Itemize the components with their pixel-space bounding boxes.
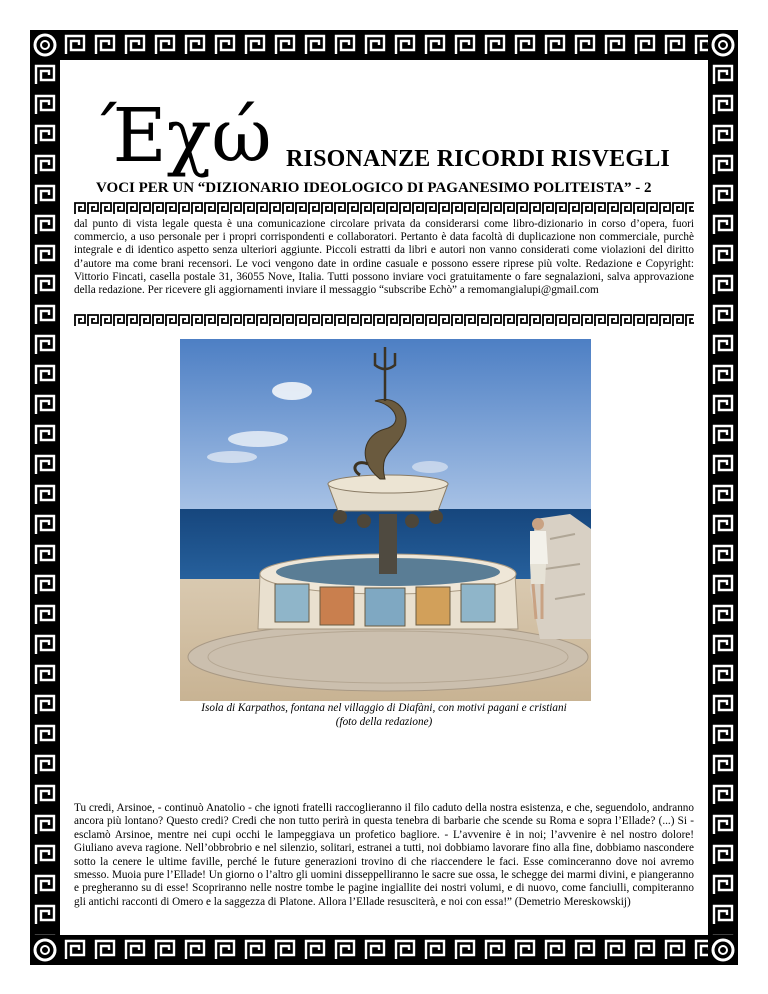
greek-key-icon bbox=[32, 122, 58, 148]
greek-key-icon bbox=[710, 62, 736, 88]
greek-key-icon bbox=[32, 242, 58, 268]
greek-key-icon bbox=[362, 937, 388, 963]
greek-key-icon bbox=[710, 452, 736, 478]
greek-key-icon bbox=[152, 32, 178, 58]
corner-ornament-icon bbox=[30, 935, 60, 965]
greek-key-icon bbox=[32, 572, 58, 598]
greek-key-icon bbox=[710, 182, 736, 208]
greek-key-icon bbox=[152, 937, 178, 963]
greek-key-icon bbox=[710, 812, 736, 838]
greek-key-border-left bbox=[30, 30, 60, 965]
greek-key-icon bbox=[32, 212, 58, 238]
greek-key-icon bbox=[392, 937, 418, 963]
greek-key-icon bbox=[572, 937, 598, 963]
greek-key-icon bbox=[710, 122, 736, 148]
greek-key-icon bbox=[710, 242, 736, 268]
greek-key-icon bbox=[710, 542, 736, 568]
greek-key-icon bbox=[710, 632, 736, 658]
greek-key-icon bbox=[710, 722, 736, 748]
greek-key-icon bbox=[710, 662, 736, 688]
greek-key-icon bbox=[32, 452, 58, 478]
greek-key-icon bbox=[32, 842, 58, 868]
greek-key-icon bbox=[512, 937, 538, 963]
greek-key-icon bbox=[662, 32, 688, 58]
greek-key-icon bbox=[632, 32, 658, 58]
greek-key-icon bbox=[32, 632, 58, 658]
greek-key-icon bbox=[710, 212, 736, 238]
greek-key-icon bbox=[302, 937, 328, 963]
greek-key-icon bbox=[452, 32, 478, 58]
greek-key-icon bbox=[662, 937, 688, 963]
greek-key-icon bbox=[632, 937, 658, 963]
greek-key-icon bbox=[32, 422, 58, 448]
greek-key-border-bottom bbox=[30, 935, 738, 965]
greek-key-icon bbox=[212, 32, 238, 58]
greek-key-icon bbox=[32, 182, 58, 208]
greek-key-icon bbox=[602, 32, 628, 58]
greek-key-icon bbox=[32, 692, 58, 718]
greek-key-icon bbox=[710, 362, 736, 388]
greek-key-icon bbox=[710, 482, 736, 508]
greek-key-icon bbox=[32, 482, 58, 508]
greek-key-icon bbox=[710, 152, 736, 178]
page-content bbox=[74, 62, 694, 934]
greek-key-icon bbox=[272, 937, 298, 963]
fountain-photo bbox=[180, 339, 591, 701]
greek-key-icon bbox=[32, 512, 58, 538]
greek-key-icon bbox=[422, 32, 448, 58]
greek-key-icon bbox=[482, 937, 508, 963]
wave-divider-top bbox=[74, 200, 694, 216]
greek-key-icon bbox=[710, 92, 736, 118]
greek-key-icon bbox=[572, 32, 598, 58]
greek-key-icon bbox=[392, 32, 418, 58]
greek-key-icon bbox=[32, 812, 58, 838]
greek-key-icon bbox=[32, 62, 58, 88]
greek-key-icon bbox=[710, 332, 736, 358]
greek-key-icon bbox=[32, 722, 58, 748]
greek-key-icon bbox=[32, 662, 58, 688]
greek-key-icon bbox=[92, 32, 118, 58]
greek-key-icon bbox=[32, 602, 58, 628]
greek-key-icon bbox=[542, 32, 568, 58]
quotation-paragraph: Tu credi, Arsinoe, - continuò Anatolio - che ignoti fratelli raccoglieranno il filo caduto della nostra esistenza, e che, seguendolo, andranno ancora più lontano? Questo credi? Credi che non tutto perirà in questa tenebra di barbarie che scende su Roma e sopra l’Ellade? (...) Si - esclamò Arsinoe, mentre nei cupi occhi le lampeggiava un profetico bagliore. - L’avvenire è in noi; l’avvenire è nel nostro dolore! Giuliano aveva ragione. Nell’obbrobrio e nel silenzio, solitari, estranei a tutti, noi dobbiamo lavorare fino alla fine, dobbiamo nascondere sotto la cenere le ultime faville, perché le future generazioni trovino di che riaccendere le faci. Esse cominceranno dove noi avremo smesso. Muoia pure l’Ellade! Un giorno o l’altro gli uomini disseppelliranno le sacre sue ossa, le schegge dei marmi divini, e piangeranno e pregheranno su di esse! Scopriranno nelle nostre tombe le pagine ingiallite dei nostri volumi, e di nuovo, come fanciulli, compiteranno gli antichi racconti di Omero e la saggezza di Platone. Allora l’Ellade resusciterà, e noi con essa!” (Demetrio Mereskowskij) bbox=[74, 802, 694, 908]
greek-key-icon bbox=[32, 392, 58, 418]
greek-key-icon bbox=[332, 937, 358, 963]
greek-key-icon bbox=[362, 32, 388, 58]
wave-divider-bottom bbox=[74, 312, 694, 328]
greek-key-icon bbox=[32, 152, 58, 178]
greek-key-icon bbox=[122, 32, 148, 58]
greek-key-icon bbox=[710, 272, 736, 298]
greek-key-icon bbox=[32, 872, 58, 898]
greek-key-border-top bbox=[30, 30, 738, 60]
greek-key-icon bbox=[32, 92, 58, 118]
greek-key-icon bbox=[182, 937, 208, 963]
greek-key-icon bbox=[32, 362, 58, 388]
series-title: VOCI PER UN “DIZIONARIO IDEOLOGICO DI PAGANESIMO POLITEISTA” - 2 bbox=[96, 180, 652, 196]
greek-key-icon bbox=[710, 512, 736, 538]
greek-key-icon bbox=[710, 392, 736, 418]
greek-key-icon bbox=[602, 937, 628, 963]
greek-key-icon bbox=[710, 872, 736, 898]
caption-line-1: Isola di Karpathos, fontana nel villaggio di Diafàni, con motivi pagani e cristiani bbox=[201, 702, 567, 714]
greek-key-icon bbox=[710, 602, 736, 628]
greek-key-icon bbox=[422, 937, 448, 963]
greek-key-icon bbox=[710, 572, 736, 598]
legal-notice: dal punto di vista legale questa è una comunicazione circolare privata da considerarsi come libro-dizionario in corso d’opera, fuori commercio, a uso personale per i propri corrispondenti e collaboratori. Pertanto è data facoltà di duplicazione non commerciale, purchè integrale e di identico aspetto senza ulteriori aggiunte. Piccoli estratti da libri e autori non vanno considerati come violazioni del diritto d’autore ma come brani recensori. Le voci vengono date in ordine casuale e possono essere riprese più volte. Redazione e Copyright: Vittorio Fincati, casella postale 31, 36055 Nove, Italia. Tutti possono inviare voci gratuitamente o fare segnalazioni, salva approvazione della redazione. Per ricevere gli aggiornamenti inviare il messaggio “subscribe Echò” a remomangialupi@gmail.com bbox=[74, 218, 694, 297]
greek-key-icon bbox=[242, 32, 268, 58]
greek-key-icon bbox=[710, 842, 736, 868]
greek-key-border-right bbox=[708, 30, 738, 965]
greek-key-icon bbox=[32, 782, 58, 808]
greek-key-icon bbox=[452, 937, 478, 963]
greek-key-icon bbox=[212, 937, 238, 963]
greek-key-icon bbox=[32, 272, 58, 298]
greek-key-icon bbox=[242, 937, 268, 963]
greek-key-icon bbox=[542, 937, 568, 963]
greek-key-icon bbox=[122, 937, 148, 963]
greek-key-icon bbox=[710, 422, 736, 448]
caption-line-2: (foto della redazione) bbox=[335, 715, 433, 728]
greek-key-icon bbox=[710, 782, 736, 808]
greek-key-icon bbox=[710, 692, 736, 718]
greek-key-icon bbox=[710, 902, 736, 928]
greek-key-icon bbox=[32, 542, 58, 568]
greek-key-icon bbox=[710, 752, 736, 778]
greek-key-icon bbox=[272, 32, 298, 58]
greek-key-icon bbox=[302, 32, 328, 58]
greek-key-icon bbox=[92, 937, 118, 963]
greek-key-icon bbox=[182, 32, 208, 58]
greek-key-icon bbox=[62, 937, 88, 963]
corner-ornament-icon bbox=[708, 30, 738, 60]
greek-key-icon bbox=[482, 32, 508, 58]
greek-key-icon bbox=[32, 302, 58, 328]
page-subtitle: RISONANZE RICORDI RISVEGLI bbox=[286, 146, 670, 172]
greek-key-icon bbox=[62, 32, 88, 58]
greek-key-icon bbox=[512, 32, 538, 58]
greek-key-icon bbox=[32, 752, 58, 778]
corner-ornament-icon bbox=[30, 30, 60, 60]
greek-key-icon bbox=[332, 32, 358, 58]
greek-key-icon bbox=[32, 332, 58, 358]
corner-ornament-icon bbox=[708, 935, 738, 965]
masthead bbox=[100, 93, 700, 179]
greek-key-icon bbox=[32, 902, 58, 928]
greek-title: Έχώ bbox=[100, 93, 272, 179]
photo-caption bbox=[74, 702, 694, 729]
greek-key-icon bbox=[710, 302, 736, 328]
